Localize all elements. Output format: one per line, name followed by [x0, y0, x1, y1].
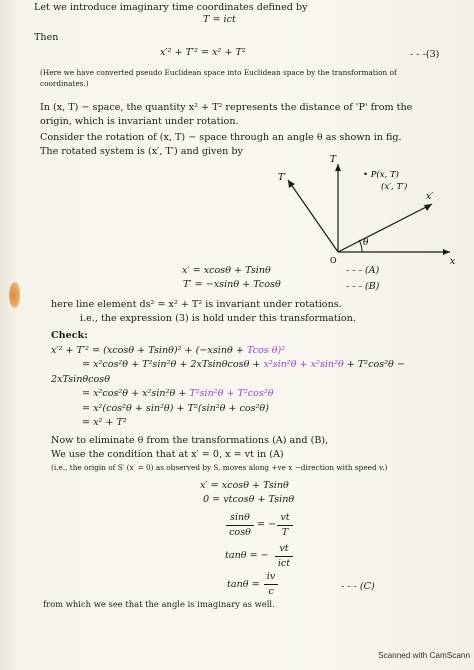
fraction-1-equals: = − — [257, 519, 277, 530]
equation-e2: 0 = vtcosθ + Tsinθ — [203, 494, 295, 505]
paragraph-3: Consider the rotation of (x, T) − space through an angle θ as shown in fig. — [40, 132, 402, 143]
x-prime-axis — [338, 204, 432, 252]
equation-b-tag: - - - (B) — [346, 281, 380, 292]
note-line-3: (i.e., the origin of S′ (x′ = 0) as observed by S, moves along +ve x −direction with speed v.) — [51, 463, 388, 472]
fraction-1r-bar — [277, 525, 293, 526]
paragraph-5: here line element ds² = x² + T² is invariant under rotations. — [51, 299, 342, 310]
check-line-2 — [82, 360, 405, 370]
rotation-figure — [270, 152, 460, 267]
check-line-3: 2xTsinθcosθ — [51, 374, 111, 385]
t-axis-label: T — [330, 155, 337, 165]
t-prime-axis — [288, 180, 338, 252]
fraction-1-numerator: sinθ — [230, 512, 250, 523]
check-line-1-main: x′² + T′² = (xcosθ + Tsinθ)² + (−xsinθ + — [51, 345, 247, 356]
theta-label: θ — [363, 238, 369, 248]
check-line-1 — [51, 346, 285, 356]
note-line-1: (Here we have converted pseudo Euclidean space into Euclidean space by the transformation of — [40, 68, 397, 77]
then-label: Then — [34, 32, 59, 43]
paragraph-4: The rotated system is (x′, T′) and given by — [40, 146, 243, 157]
fraction-1r-numerator: vt — [280, 512, 290, 523]
origin-label: O — [330, 256, 337, 265]
note-line-2: coordinates.) — [40, 79, 89, 88]
point-p-label: • P(x, T) — [363, 170, 399, 180]
scanner-watermark: Scanned with CamScann — [378, 651, 470, 660]
paragraph-8: We use the condition that at x′ = 0, x = vt in (A) — [51, 449, 284, 460]
fraction-3-denominator: c — [268, 586, 274, 597]
intro-line: Let we introduce imaginary time coordinates defined by — [34, 2, 308, 13]
point-p-prime-label: (x′, T′) — [381, 182, 408, 192]
check-line-5: = x²(cos²θ + sin²θ) + T²(sin²θ + cos²θ) — [82, 403, 269, 414]
page-stain — [9, 282, 20, 308]
check-line-4-main: = x²cos²θ + x²sin²θ + — [82, 388, 190, 399]
t-prime-label: T′ — [278, 173, 287, 183]
fraction-1-bar — [226, 525, 254, 526]
theta-arc — [359, 240, 362, 252]
check-line-6: = x² + T² — [82, 417, 127, 428]
equation-b: T′ = −xsinθ + Tcosθ — [183, 279, 281, 290]
fraction-2-denominator: ict — [277, 558, 291, 569]
check-line-2-tail: + T²cos²θ − — [343, 359, 405, 370]
x-prime-label: x′ — [426, 192, 434, 202]
t-axis-arrow — [335, 164, 341, 171]
check-line-4-highlight: T²sin²θ + T²cos²θ — [189, 388, 274, 399]
time-definition: T = ict — [203, 14, 236, 25]
paragraph-7: Now to eliminate θ from the transformations (A) and (B), — [51, 435, 329, 446]
fraction-2-numerator: vt — [279, 543, 289, 554]
check-heading: Check: — [51, 330, 88, 341]
paragraph-1: In (x, T) − space, the quantity x² + T² represents the distance of 'P' from the — [40, 102, 413, 113]
tan-equation-2: tanθ = — [227, 579, 260, 590]
fraction-2-bar — [275, 556, 293, 557]
x-axis-label: x — [450, 257, 456, 267]
check-line-2-main: = x²cos²θ + T²sin²θ + 2xTsinθcosθ + — [82, 359, 264, 370]
fraction-1-denominator: cosθ — [229, 527, 251, 538]
paragraph-6: i.e., the expression (3) is hold under this transformation. — [80, 313, 356, 324]
equation-3-tag: - - -(3) — [410, 49, 440, 60]
equation-c-tag: - - - (C) — [341, 581, 375, 592]
check-line-1-highlight: Tcos θ)² — [246, 345, 286, 356]
fraction-1r-denominator: T — [281, 527, 289, 538]
equation-e1: x′ = xcosθ + Tsinθ — [200, 480, 289, 491]
tan-equation-1: tanθ = − — [225, 550, 269, 561]
equation-3: x′² + T′² = x² + T² — [160, 47, 246, 58]
paragraph-9: from which we see that the angle is imaginary as well. — [43, 599, 275, 609]
check-line-4 — [82, 389, 274, 399]
fraction-3-bar — [264, 584, 278, 585]
x-axis-arrow — [443, 249, 450, 255]
t-prime-axis-arrow — [288, 180, 295, 188]
check-line-2-highlight: x²sin²θ + x²sin²θ — [263, 359, 344, 370]
equation-a: x′ = xcosθ + Tsinθ — [182, 265, 271, 276]
fraction-3-numerator: iv — [266, 571, 276, 582]
equation-a-tag: - - - (A) — [346, 265, 380, 276]
paragraph-2: origin, which is invariant under rotation. — [40, 116, 239, 127]
